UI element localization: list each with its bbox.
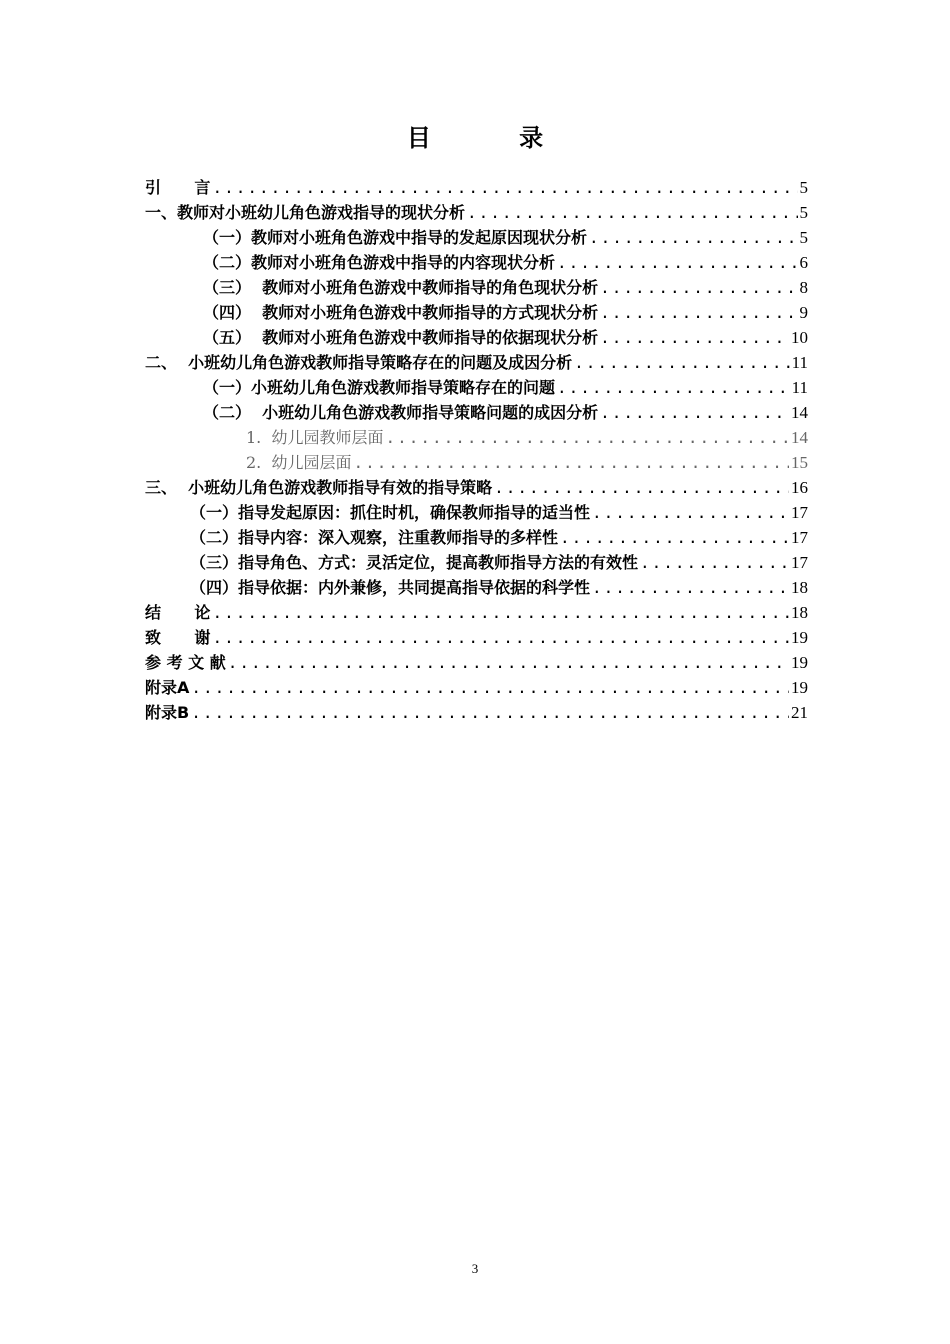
leader-dots: [467, 203, 797, 222]
leader-dots: [600, 403, 789, 422]
toc-entry-page: 17: [791, 528, 808, 547]
toc-entry-label: 参 考 文 献: [145, 653, 226, 672]
leader-dots: [600, 303, 797, 322]
toc-entry-section-1-5[interactable]: [203, 325, 808, 349]
leader-dots: [574, 353, 789, 372]
toc-entry-acknowledgements[interactable]: [145, 625, 808, 649]
toc-entry-label: （二） 小班幼儿角色游戏教师指导策略问题的成因分析: [203, 403, 599, 422]
toc-entry-page: 18: [791, 603, 808, 622]
toc-entry-label: 三、 小班幼儿角色游戏教师指导有效的指导策略: [145, 478, 493, 497]
toc-entry-chapter-2[interactable]: [145, 350, 808, 374]
toc-entry-label: （一）小班幼儿角色游戏教师指导策略存在的问题: [203, 378, 556, 397]
toc-entry-section-1-3[interactable]: [203, 275, 808, 299]
toc-entry-section-3-3[interactable]: [190, 550, 808, 574]
page-number: 3: [471, 1261, 479, 1276]
toc-entry-subsection-2-2-1[interactable]: [246, 425, 808, 449]
toc-entry-appendix-b[interactable]: [145, 700, 808, 724]
leader-dots: [353, 453, 789, 472]
toc-entry-label: （二）教师对小班角色游戏中指导的内容现状分析: [203, 253, 556, 272]
leader-dots: [592, 503, 789, 522]
toc-entry-page: 19: [791, 653, 808, 672]
leader-dots: [385, 428, 789, 447]
toc-entry-section-1-4[interactable]: [203, 300, 808, 324]
toc-entry-page: 10: [791, 328, 808, 347]
toc-entry-section-3-4[interactable]: [190, 575, 808, 599]
leader-dots: [212, 603, 789, 622]
toc-entry-page: 17: [791, 553, 808, 572]
toc-entry-page: 9: [799, 303, 808, 322]
toc-entry-section-3-1[interactable]: [190, 500, 808, 524]
toc-entry-label: （四）指导依据：内外兼修，共同提高指导依据的科学性: [190, 578, 591, 597]
toc-entry-section-1-2[interactable]: [203, 250, 808, 274]
toc-entry-page: 15: [791, 453, 808, 472]
toc-entry-label: 结 论: [145, 603, 211, 622]
toc-entry-page: 18: [791, 578, 808, 597]
toc-entry-section-2-1[interactable]: [203, 375, 808, 399]
toc-entry-label: （三） 教师对小班角色游戏中教师指导的角色现状分析: [203, 278, 599, 297]
toc-entry-page: 11: [791, 353, 808, 372]
toc-entry-page: 6: [799, 253, 808, 272]
toc-entry-page: 14: [791, 428, 808, 447]
toc-entry-page: 19: [791, 628, 808, 647]
toc-entry-label: （五） 教师对小班角色游戏中教师指导的依据现状分析: [203, 328, 599, 347]
toc-entry-introduction[interactable]: [145, 175, 808, 199]
toc-entry-label: （一）教师对小班角色游戏中指导的发起原因现状分析: [203, 228, 588, 247]
leader-dots: [191, 678, 789, 697]
toc-title: 目 录: [406, 124, 584, 152]
toc-entry-label: 二、 小班幼儿角色游戏教师指导策略存在的问题及成因分析: [145, 353, 573, 372]
leader-dots: [557, 378, 790, 397]
leader-dots: [212, 178, 797, 197]
toc-entry-section-2-2[interactable]: [203, 400, 808, 424]
toc-entry-appendix-a[interactable]: [145, 675, 808, 699]
toc-entry-page: 21: [791, 703, 808, 722]
toc-entry-label: （三）指导角色、方式：灵活定位，提高教师指导方法的有效性: [190, 553, 639, 572]
toc-entry-section-1-1[interactable]: [203, 225, 808, 249]
toc-entry-label: （四） 教师对小班角色游戏中教师指导的方式现状分析: [203, 303, 599, 322]
toc-entry-conclusion[interactable]: [145, 600, 808, 624]
toc-entry-label: 2. 幼儿园层面: [246, 453, 352, 472]
toc-entry-chapter-1[interactable]: [145, 200, 808, 224]
leader-dots: [560, 528, 789, 547]
toc-entry-label: 引 言: [145, 178, 211, 197]
toc-entry-page: 5: [799, 203, 808, 222]
toc-entry-page: 5: [799, 178, 808, 197]
toc-entry-page: 17: [791, 503, 808, 522]
toc-entry-section-3-2[interactable]: [190, 525, 808, 549]
toc-entry-subsection-2-2-2[interactable]: [246, 450, 808, 474]
toc-entry-label: 1. 幼儿园教师层面: [246, 428, 384, 447]
leader-dots: [592, 578, 789, 597]
toc-entry-label: （二）指导内容：深入观察，注重教师指导的多样性: [190, 528, 559, 547]
leader-dots: [494, 478, 789, 497]
leader-dots: [228, 653, 789, 672]
toc-entry-page: 5: [799, 228, 808, 247]
toc-entry-label: 附录B: [145, 703, 190, 722]
leader-dots: [212, 628, 789, 647]
toc-entry-page: 19: [791, 678, 808, 697]
toc-entry-label: 致 谢: [145, 628, 211, 647]
toc-entry-label: 附录A: [145, 678, 190, 697]
leader-dots: [191, 703, 789, 722]
toc-entry-page: 11: [791, 378, 808, 397]
toc-entry-chapter-3[interactable]: [145, 475, 808, 499]
toc-entry-page: 14: [791, 403, 808, 422]
toc-entry-label: （一）指导发起原因：抓住时机，确保教师指导的适当性: [190, 503, 591, 522]
leader-dots: [589, 228, 797, 247]
leader-dots: [600, 328, 789, 347]
leader-dots: [640, 553, 789, 572]
toc-entry-references[interactable]: [145, 650, 808, 674]
toc-entry-page: 16: [791, 478, 808, 497]
leader-dots: [600, 278, 797, 297]
toc-entry-label: 一、教师对小班幼儿角色游戏指导的现状分析: [145, 203, 466, 222]
toc-entry-page: 8: [799, 278, 808, 297]
leader-dots: [557, 253, 797, 272]
